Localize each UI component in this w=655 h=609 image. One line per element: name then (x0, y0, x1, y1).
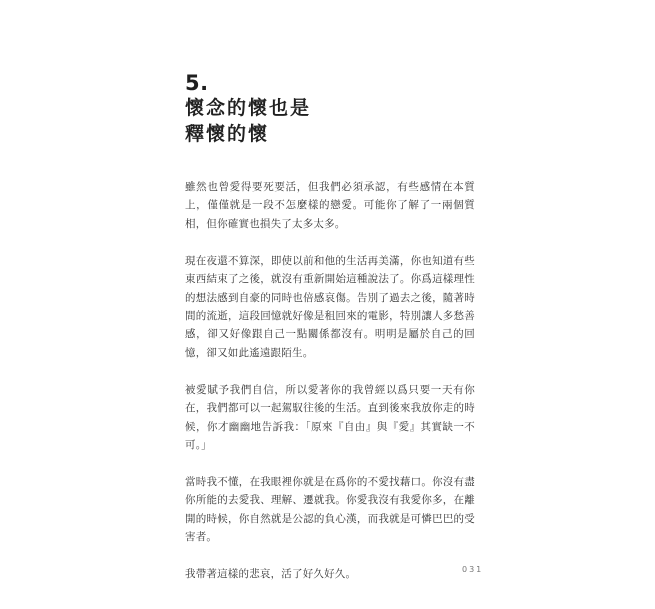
chapter-title-line-2: 釋懷的懷 (185, 123, 270, 145)
chapter-title-line-1: 懷念的懷也是 (185, 97, 312, 119)
paragraph-5: 我帶著這樣的悲哀，活了好久好久。 (185, 568, 357, 581)
chapter-title (185, 95, 311, 147)
chapter-number: 5. (185, 71, 209, 95)
paragraph-2: 現在夜還不算深，即使以前和他的生活再美滿，你也知道有些東西結束了之後，就沒有重新開始這種說法了。你爲這樣理性的想法感到自豪的同時也倍感哀傷。告別了過去之後，隨著時間的流逝，這段回憶就好像是租回來的電影，特別讓人多愁善感，卻又好像跟自己一點關係都沒有。明明是屬於自己的回憶，卻又如此遙遠跟陌生。 (185, 254, 475, 359)
body-text (185, 178, 475, 584)
paragraph-1: 雖然也曾愛得要死要活，但我們必須承認，有些感情在本質上，僅僅就是一段不怎麼樣的戀愛。可能你了解了一兩個質相，但你確實也損失了太多太多。 (185, 181, 475, 230)
paragraph-3: 被愛賦予我們自信，所以愛著你的我曾經以爲只要一天有你在，我們都可以一起駕馭往後的生活。直到後來我放你走的時候，你才幽幽地告訴我：「原來『自由』與『愛』其實缺一不可。」 (185, 383, 475, 452)
page-number: 031 (462, 565, 484, 574)
paragraph-4: 當時我不懂，在我眼裡你就是在爲你的不愛找藉口。你沒有盡你所能的去愛我、理解、遷就我。你愛我沒有我愛你多，在離開的時候，你自然就是公認的負心漢，而我就是可憐巴巴的受害者。 (185, 476, 475, 544)
